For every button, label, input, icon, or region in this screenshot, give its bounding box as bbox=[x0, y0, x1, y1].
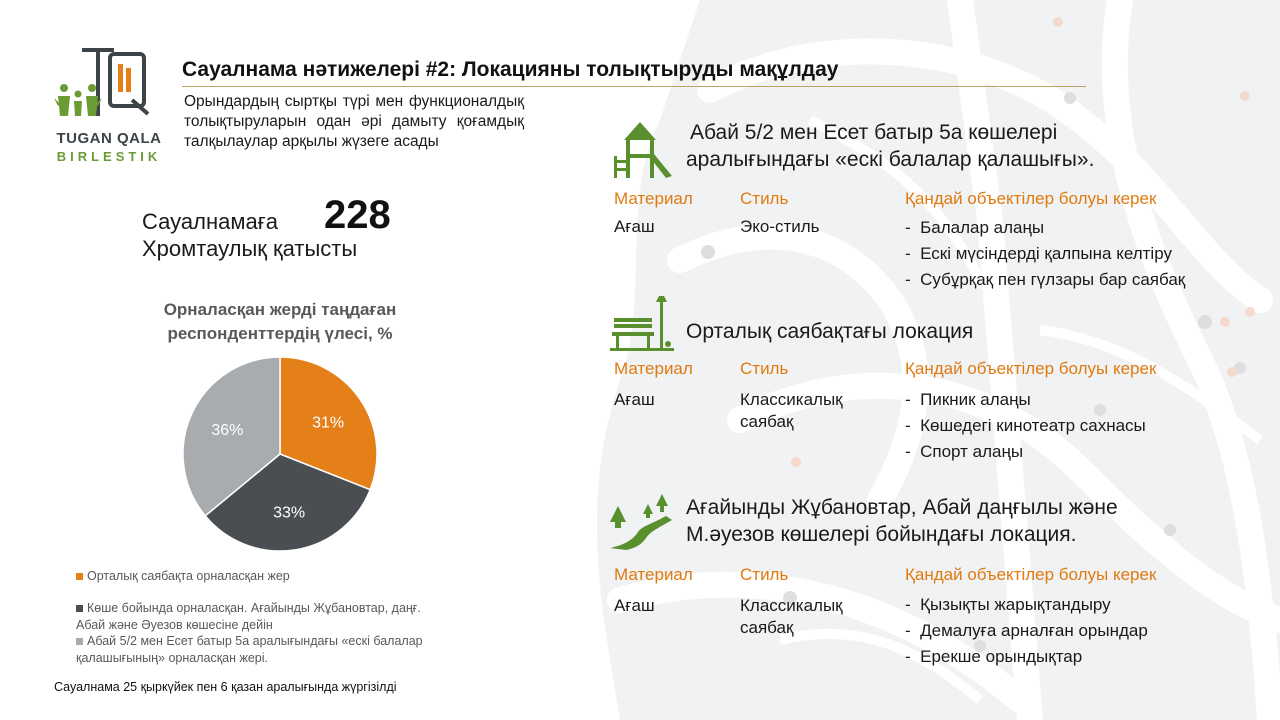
section2-style-l1: Классикалық bbox=[740, 390, 843, 409]
section1-style-head: Стиль bbox=[740, 189, 789, 208]
legend-item-3 bbox=[76, 633, 423, 667]
section1-title-l1: Абай 5/2 мен Есет батыр 5а көшелері bbox=[690, 121, 1058, 144]
section3-style-l2: саябақ bbox=[740, 618, 794, 637]
section1-material-head: Материал bbox=[614, 189, 693, 208]
section3-item-2: - Демалуға арналған орындар bbox=[905, 621, 1148, 640]
title-divider bbox=[182, 86, 1086, 87]
survey-sub: Хромтаулық қатысты bbox=[142, 236, 358, 261]
survey-count: 228 bbox=[324, 193, 391, 237]
section1-item-3: - Субұрқақ пен гүлзары бар саябақ bbox=[905, 270, 1186, 289]
legend-item-1 bbox=[76, 568, 290, 585]
section2-item-1-text: Пикник алаңы bbox=[920, 390, 1031, 409]
section2-style-l2: саябақ bbox=[740, 412, 794, 431]
section2-item-3-text: Спорт алаңы bbox=[920, 442, 1024, 461]
section1-item-3-text: Субұрқақ пен гүлзары бар саябақ bbox=[920, 270, 1186, 289]
pie-data-label: 36% bbox=[211, 422, 244, 440]
section2-item-2: - Көшедегі кинотеатр сахнасы bbox=[905, 416, 1146, 435]
section1-objects-head: Қандай объектілер болуы керек bbox=[905, 189, 1157, 208]
section3-material: Ағаш bbox=[614, 596, 655, 615]
section1-title-l2: аралығындағы «ескі балалар қалашығы». bbox=[686, 148, 1095, 171]
section2-item-2-text: Көшедегі кинотеатр сахнасы bbox=[920, 416, 1146, 435]
section3-title-l2: М.әуезов көшелері бойындағы локация. bbox=[686, 523, 1077, 546]
section3-title-l1: Ағайынды Жұбановтар, Абай даңғылы және bbox=[686, 496, 1118, 519]
legend-swatch-grey bbox=[76, 638, 83, 645]
page-title: Сауалнама нәтижелері #2: Локацияны толықтыруды мақұлдау bbox=[182, 58, 839, 81]
survey-label: Сауалнамаға bbox=[142, 209, 278, 234]
section3-material-head: Материал bbox=[614, 565, 693, 584]
section3-style-head: Стиль bbox=[740, 565, 789, 584]
section1-item-1: - Балалар алаңы bbox=[905, 218, 1045, 237]
section1-item-2: - Ескі мүсіндерді қалпына келтіру bbox=[905, 244, 1172, 263]
section3-style-l1: Классикалық bbox=[740, 596, 843, 615]
section3-item-1: - Қызықты жарықтандыру bbox=[905, 595, 1111, 614]
section2-material-head: Материал bbox=[614, 359, 693, 378]
road-trees-icon bbox=[608, 494, 674, 550]
pie-data-label: 31% bbox=[312, 414, 345, 432]
park-bench-icon bbox=[610, 296, 674, 352]
section1-item-1-text: Балалар алаңы bbox=[920, 218, 1045, 237]
legend-label-3a: Абай 5/2 мен Есет батыр 5а аралығындағы «ескі балалар bbox=[87, 634, 423, 648]
logo-line1: TUGAN QALA bbox=[56, 130, 162, 147]
section2-objects-head: Қандай объектілер болуы керек bbox=[905, 359, 1157, 378]
chart-title: Орналасқан жерді таңдаған респонденттердің үлесі, % bbox=[163, 300, 397, 343]
legend-label-2a: Көше бойында орналасқан. Ағайынды Жұбановтар, даңғ. bbox=[87, 601, 421, 615]
section1-item-2-text: Ескі мүсіндерді қалпына келтіру bbox=[920, 244, 1172, 263]
section3-item-1-text: Қызықты жарықтандыру bbox=[920, 595, 1111, 614]
pie-chart bbox=[180, 354, 380, 554]
section2-item-1: - Пикник алаңы bbox=[905, 390, 1031, 409]
logo-line2: BIRLESTIK bbox=[56, 149, 162, 164]
legend-label-3b: қалашығының» орналасқан жері. bbox=[76, 651, 269, 665]
legend-label-1: Орталық саябақта орналасқан жер bbox=[87, 569, 290, 583]
survey-footnote: Сауалнама 25 қыркүйек пен 6 қазан аралығында жүргізілді bbox=[54, 680, 397, 694]
section3-item-3: - Ерекше орындықтар bbox=[905, 647, 1083, 666]
intro-text: Орындардың сыртқы түрі мен функционалдық толықтыруларын одан әрі дамыту қоғамдық талқылаулар арқылы жүзеге асады bbox=[184, 93, 524, 150]
legend-label-2b: Абай және Әуезов көшесіне дейін bbox=[76, 618, 273, 632]
section2-title: Орталық саябақтағы локация bbox=[686, 320, 974, 343]
section3-objects-head: Қандай объектілер болуы керек bbox=[905, 565, 1157, 584]
section2-material: Ағаш bbox=[614, 390, 655, 409]
legend-item-2 bbox=[76, 600, 421, 634]
pie-data-label: 33% bbox=[273, 504, 306, 522]
section1-style: Эко-стиль bbox=[740, 217, 820, 236]
section3-item-3-text: Ерекше орындықтар bbox=[920, 647, 1083, 666]
legend-swatch-orange bbox=[76, 573, 83, 580]
playground-icon bbox=[610, 120, 674, 180]
section3-item-2-text: Демалуға арналған орындар bbox=[920, 621, 1148, 640]
legend-swatch-dark bbox=[76, 605, 83, 612]
logo-text bbox=[54, 130, 164, 164]
section1-material: Ағаш bbox=[614, 217, 655, 236]
section2-style-head: Стиль bbox=[740, 359, 789, 378]
section2-item-3: - Спорт алаңы bbox=[905, 442, 1024, 461]
